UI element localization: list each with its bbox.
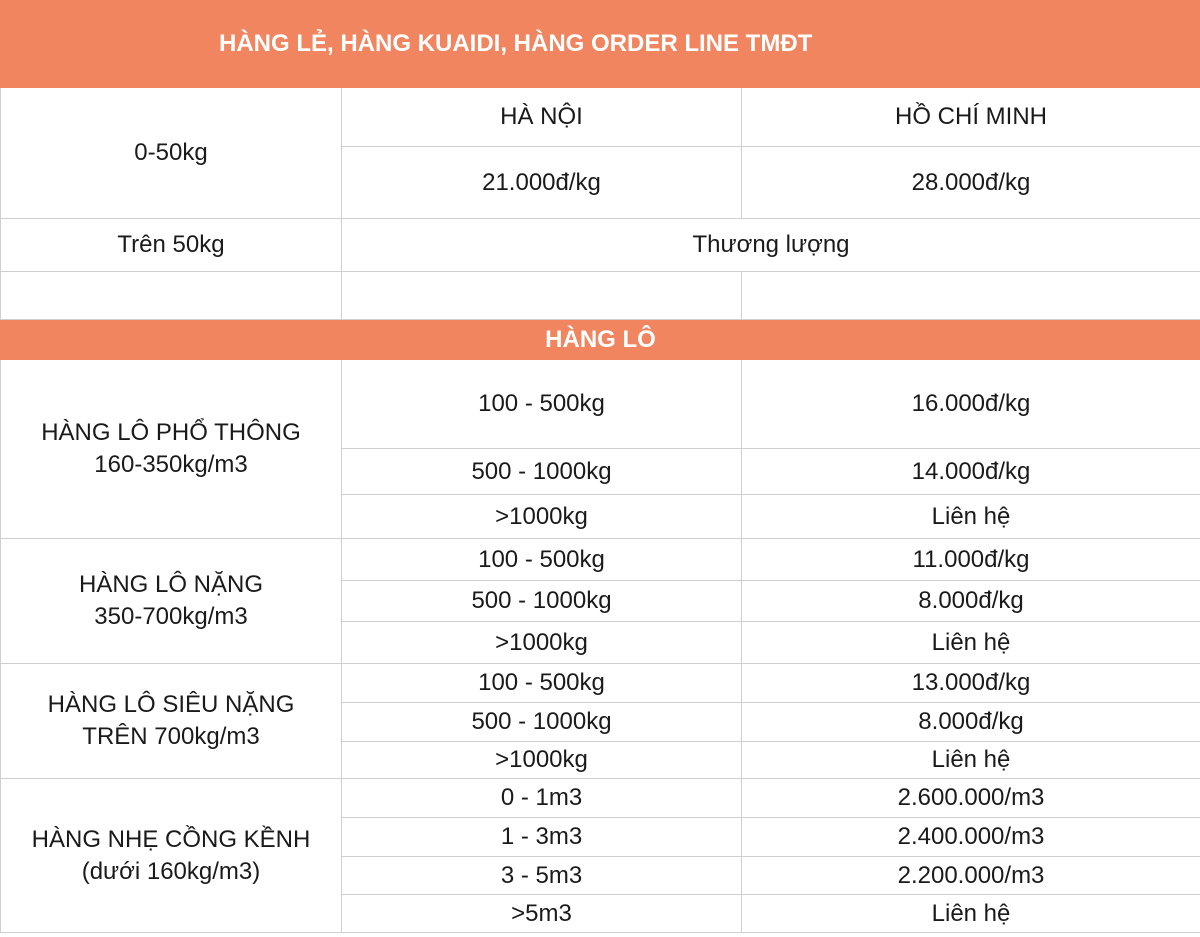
weight-range-cell: 500 - 1000kg xyxy=(342,449,742,495)
empty-cell xyxy=(342,272,742,320)
weight-range-cell: >1000kg xyxy=(342,622,742,664)
empty-cell xyxy=(742,272,1200,320)
weight-range-cell: 100 - 500kg xyxy=(342,360,742,449)
group-density: 160-350kg/m3 xyxy=(94,451,248,478)
group-name: HÀNG LÔ PHỔ THÔNG xyxy=(41,419,301,446)
weight-range-cell: 100 - 500kg xyxy=(342,664,742,703)
volume-range-cell: >5m3 xyxy=(342,895,742,933)
price-cell: 8.000đ/kg xyxy=(742,703,1200,742)
empty-cell xyxy=(1,272,342,320)
price-cell: Liên hệ xyxy=(742,742,1200,779)
price-cell: 14.000đ/kg xyxy=(742,449,1200,495)
city-hcm-header: HỒ CHÍ MINH xyxy=(742,88,1200,147)
group-label xyxy=(1,539,342,664)
price-cell: 13.000đ/kg xyxy=(742,664,1200,703)
weight-range-cell: >1000kg xyxy=(342,495,742,539)
price-cell: 16.000đ/kg xyxy=(742,360,1200,449)
city-hanoi-header: HÀ NỘI xyxy=(342,88,742,147)
price-cell: 2.600.000/m3 xyxy=(742,779,1200,818)
price-cell: 2.200.000/m3 xyxy=(742,857,1200,895)
group-label xyxy=(1,779,342,933)
weight-range-cell: 500 - 1000kg xyxy=(342,581,742,622)
section2-title: HÀNG LÔ xyxy=(1,320,1200,360)
group-label xyxy=(1,360,342,539)
volume-range-cell: 0 - 1m3 xyxy=(342,779,742,818)
group-density: (dưới 160kg/m3) xyxy=(81,857,261,885)
group-name: HÀNG NHẸ CỒNG KỀNH xyxy=(31,825,311,853)
price-cell: Liên hệ xyxy=(742,895,1200,933)
volume-range-cell: 1 - 3m3 xyxy=(342,818,742,857)
price-cell: Liên hệ xyxy=(742,495,1200,539)
price-hanoi: 21.000đ/kg xyxy=(342,147,742,219)
weight-0-50-label: 0-50kg xyxy=(1,88,342,219)
group-name: HÀNG LÔ NẶNG xyxy=(78,571,264,598)
volume-range-cell: 3 - 5m3 xyxy=(342,857,742,895)
weight-range-cell: 100 - 500kg xyxy=(342,539,742,581)
price-cell: Liên hệ xyxy=(742,622,1200,664)
weight-range-cell: 500 - 1000kg xyxy=(342,703,742,742)
price-cell: 11.000đ/kg xyxy=(742,539,1200,581)
group-density: 350-700kg/m3 xyxy=(94,603,248,630)
weight-range-cell: >1000kg xyxy=(342,742,742,779)
over-50-label: Trên 50kg xyxy=(1,219,342,272)
price-cell: 8.000đ/kg xyxy=(742,581,1200,622)
group-name: HÀNG LÔ SIÊU NẶNG xyxy=(47,691,295,718)
group-density: TRÊN 700kg/m3 xyxy=(82,723,260,750)
section1-title: HÀNG LẺ, HÀNG KUAIDI, HÀNG ORDER LINE TMĐT xyxy=(1,1,1200,88)
group-label xyxy=(1,664,342,779)
price-cell: 2.400.000/m3 xyxy=(742,818,1200,857)
negotiable-value: Thương lượng xyxy=(342,219,1200,272)
price-hcm: 28.000đ/kg xyxy=(742,147,1200,219)
